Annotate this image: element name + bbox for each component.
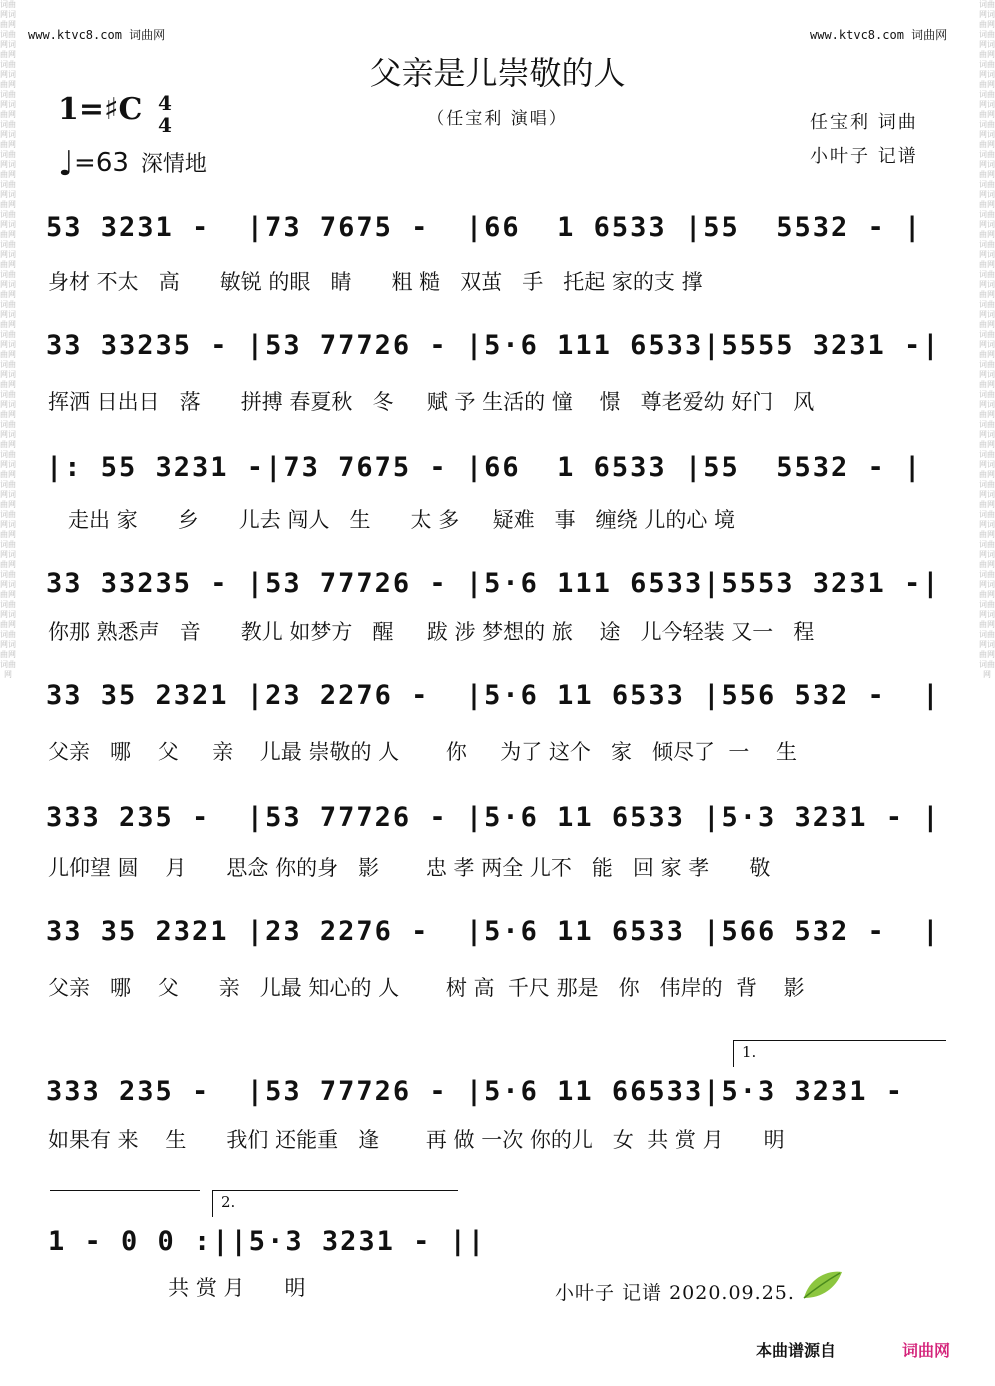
- transcriber-signature: 小叶子 记谱 2020.09.25.: [555, 1282, 795, 1304]
- lyrics: 父亲 哪 父 亲 儿最 崇敬的 人 你 为了 这个 家 倾尽了 一 生: [48, 740, 798, 764]
- tempo-value: =63: [74, 148, 129, 178]
- lyrics: 走出 家 乡 儿去 闯人 生 太 多 疑难 事 缠绕 儿的心 境: [48, 508, 736, 532]
- site-url-right[interactable]: www.ktvc8.com 词曲网: [810, 28, 948, 42]
- composer-credit: 任宝利 词曲: [810, 112, 918, 133]
- notation: |: 55 3231 -|73 7675 - |66 1 6533 |55 5532 - |: [46, 452, 923, 483]
- lyrics: 共 赏 月 明: [48, 1276, 306, 1300]
- notation: 33 33235 - |53 77726 - |5·6 111 6533|5553 3231 -|: [46, 568, 941, 599]
- key-signature: 1=♯C: [58, 92, 143, 127]
- site-url-left[interactable]: www.ktvc8.com 词曲网: [28, 28, 166, 42]
- lyrics: 如果有 来 生 我们 还能重 逢 再 做 一次 你的儿 女 共 赏 月 明: [48, 1128, 785, 1152]
- notation: 33 35 2321 |23 2276 - |5·6 11 6533 |566 532 - |: [46, 916, 941, 947]
- lyrics: 儿仰望 圆 月 思念 你的身 影 忠 孝 两全 儿不 能 回 家 孝 敬: [48, 856, 771, 880]
- notation: 53 3231 - |73 7675 - |66 1 6533 |55 5532 - |: [46, 212, 923, 243]
- time-bottom: 4: [158, 113, 172, 137]
- lyrics: 挥洒 日出日 落 拼搏 春夏秋 冬 赋 予 生活的 憧 憬 尊老爱幼 好门 风: [48, 390, 815, 414]
- source-note: 本曲谱源自: [756, 1341, 837, 1360]
- time-top: 4: [158, 91, 172, 115]
- volta-1-label: 1.: [742, 1043, 757, 1061]
- transcriber-credit: 小叶子 记谱: [810, 146, 918, 167]
- volta-2-label: 2.: [221, 1193, 236, 1211]
- expression-mark: 深情地: [140, 152, 207, 177]
- first-ending-bracket-continued: [50, 1190, 200, 1217]
- lyrics: 你那 熟悉声 音 教儿 如梦方 醒 跋 涉 梦想的 旅 途 儿今轻装 又一 程: [48, 620, 815, 644]
- leaf-icon: [800, 1268, 844, 1302]
- first-ending-bracket: [733, 1040, 946, 1067]
- time-signature: [158, 92, 172, 136]
- notation: 33 33235 - |53 77726 - |5·6 111 6533|5555 3231 -|: [46, 330, 941, 361]
- lyrics: 身材 不太 高 敏锐 的眼 睛 粗 糙 双茧 手 托起 家的支 撑: [48, 270, 703, 294]
- lyrics: 父亲 哪 父 亲 儿最 知心的 人 树 高 千尺 那是 你 伟岸的 背 影: [48, 976, 805, 1000]
- notation: 1 - 0 0 :||5·3 3231 - ||: [48, 1226, 487, 1257]
- notation: 33 35 2321 |23 2276 - |5·6 11 6533 |556 532 - |: [46, 680, 941, 711]
- notation: 333 235 - |53 77726 - |5·6 11 6533 |5·3 3231 - |: [46, 802, 941, 833]
- source-site-link[interactable]: 词曲网: [902, 1341, 951, 1360]
- notation: 333 235 - |53 77726 - |5·6 11 66533|5·3 3231 -: [46, 1076, 923, 1107]
- quarter-note-icon: ♩: [58, 144, 75, 184]
- song-title: 父亲是儿崇敬的人: [369, 54, 626, 92]
- second-ending-bracket: [212, 1190, 458, 1217]
- singer: （任宝利 演唱）: [427, 109, 568, 129]
- watermark-left: 词曲网词曲网词曲网词曲网词曲网词曲网词曲网词曲网词曲网词曲网词曲网词曲网词曲网词曲网词曲网词曲网词曲网词曲网词曲网词曲网词曲网词曲网词曲网词曲网词曲网词曲网词曲网词曲网词曲网词曲网词曲网词曲网词曲网词曲网词曲网词曲网词曲网词曲网词曲网词曲网词曲网词曲网词曲网词曲网词曲网: [0, 0, 16, 679]
- tempo-marking: [58, 144, 207, 184]
- watermark-right: 词曲网词曲网词曲网词曲网词曲网词曲网词曲网词曲网词曲网词曲网词曲网词曲网词曲网词曲网词曲网词曲网词曲网词曲网词曲网词曲网词曲网词曲网词曲网词曲网词曲网词曲网词曲网词曲网词曲网词曲网词曲网词曲网词曲网词曲网词曲网词曲网词曲网词曲网词曲网词曲网词曲网词曲网词曲网词曲网词曲网: [979, 0, 995, 679]
